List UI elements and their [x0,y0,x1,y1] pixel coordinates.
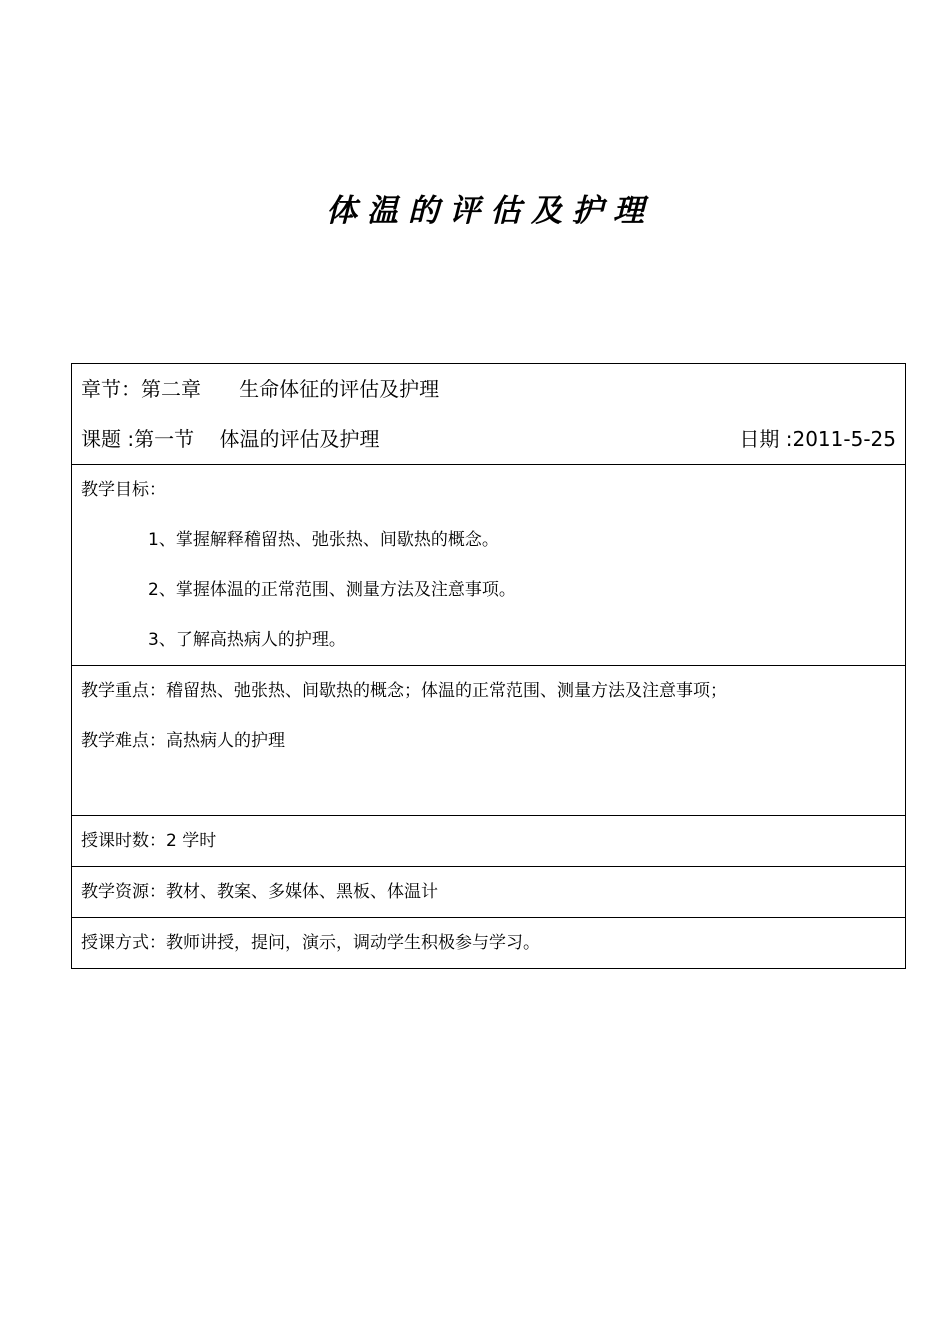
resources-text: 教学资源：教材、教案、多媒体、黑板、体温计 [81,882,438,902]
method-cell [72,918,906,969]
key-points-cell [72,666,906,816]
method-text: 授课方式：教师讲授，提问，演示，调动学生积极参与学习。 [81,933,540,953]
key-points-row [72,666,906,816]
header-cell [72,364,906,465]
hours-row [72,816,906,867]
objectives-row [72,465,906,666]
objective-item: 2、掌握体温的正常范围、测量方法及注意事项。 [148,580,516,600]
hours-cell [72,816,906,867]
method-row [72,918,906,969]
difficult-points-text: 教学难点：高热病人的护理 [81,731,285,751]
objective-item: 3、了解高热病人的护理。 [148,630,346,650]
resources-cell [72,867,906,918]
objective-item: 1、掌握解释稽留热、弛张热、间歇热的概念。 [148,530,499,550]
lesson-plan-table [71,363,906,969]
subject-text: 课题 :第一节 体温的评估及护理 [81,427,380,451]
date-text: 日期 :2011-5-25 [739,427,896,451]
header-row [72,364,906,465]
objectives-heading: 教学目标： [81,480,166,500]
hours-text: 授课时数：2 学时 [81,831,217,851]
chapter-line: 章节：第二章 生命体征的评估及护理 [81,377,440,401]
subject-date-line [81,414,896,464]
key-points-text: 教学重点：稽留热、弛张热、间歇热的概念；体温的正常范围、测量方法及注意事项； [81,681,727,701]
resources-row [72,867,906,918]
objectives-cell [72,465,906,666]
document-title: 体温的评估及护理 [326,193,654,229]
